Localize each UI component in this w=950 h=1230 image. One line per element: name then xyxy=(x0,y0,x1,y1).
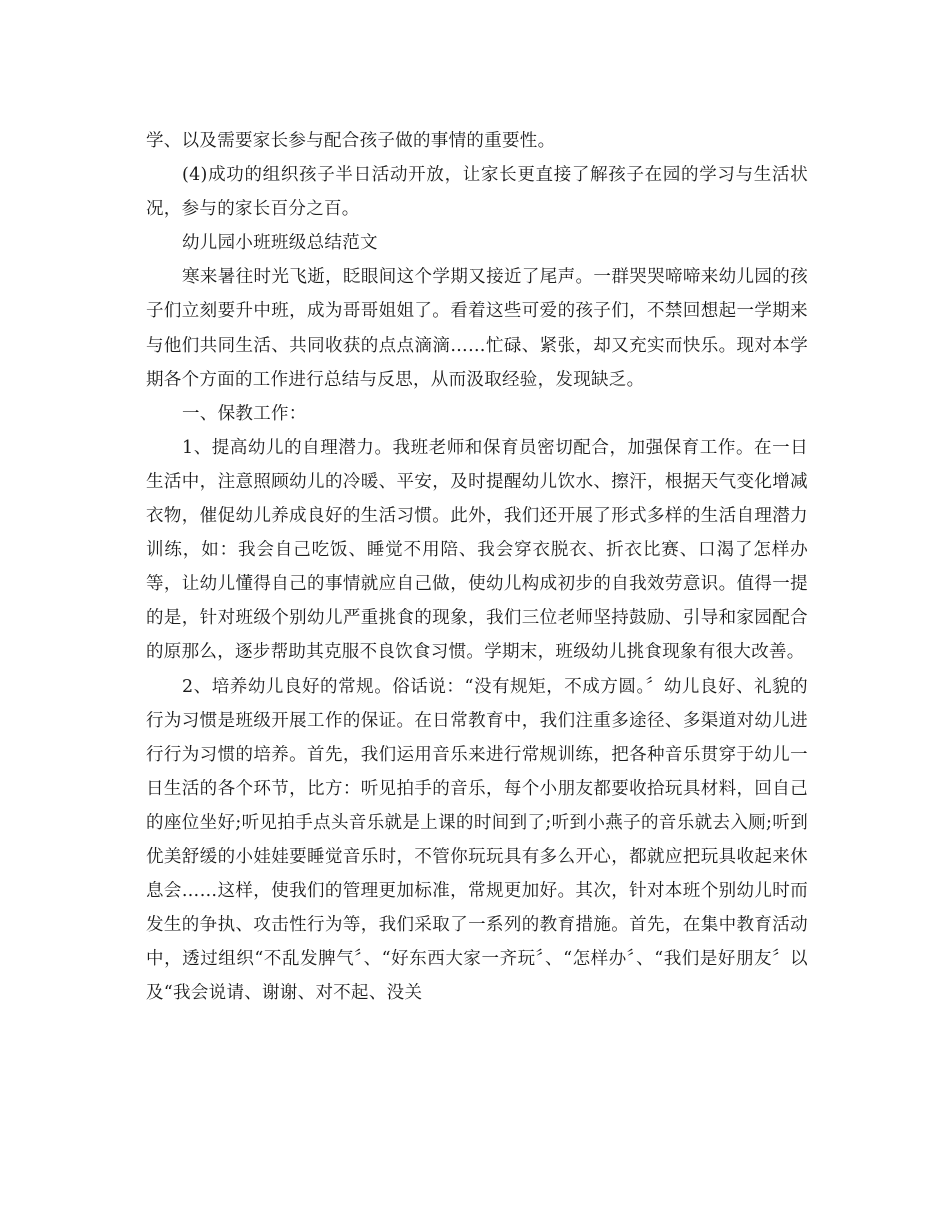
paragraph-routines: 2、培养幼儿良好的常规。俗话说：“没有规矩，不成方圆。〞幼儿良好、礼貌的行为习惯是班级开展工作的保证。在日常教育中，我们注重多途径、多渠道对幼儿进行行为习惯的培养。首先，我们运用音乐来进行常规训练，把各种音乐贯穿于幼儿一日生活的各个环节，比方：听见拍手的音乐，每个小朋友都要收拾玩具材料，回自己的座位坐好;听见拍手点头音乐就是上课的时间到了;听到小燕子的音乐就去入厕;听到优美舒缓的小娃娃要睡觉音乐时，不管你玩玩具有多么开心，都就应把玩具收起来休息会……这样，使我们的管理更加标准，常规更加好。其次，针对本班个别幼儿时而发生的争执、攻击性行为等，我们采取了一系列的教育措施。首先，在集中教育活动中，透过组织“不乱发脾气〞、“好东西大家一齐玩〞、“怎样办〞、“我们是好朋友〞以及“我会说请、谢谢、对不起、没关 xyxy=(146,676,808,1004)
paragraph-self-care: 1、提高幼儿的自理潜力。我班老师和保育员密切配合，加强保育工作。在一日生活中，注意照顾幼儿的冷暖、平安，及时提醒幼儿饮水、擦汗，根据天气变化增减衣物，催促幼儿养成良好的生活习惯。此外，我们还开展了形式多样的生活自理潜力训练，如：我会自己吃饭、睡觉不用陪、我会穿衣脱衣、折衣比赛、口渴了怎样办等，让幼儿懂得自己的事情就应自己做，使幼儿构成初步的自我效劳意识。值得一提的是，针对班级个别幼儿严重挑食的现象，我们三位老师坚持鼓励、引导和家园配合的原那么，逐步帮助其克服不良饮食习惯。学期末，班级幼儿挑食现象有很大改善。 xyxy=(146,437,808,663)
document-body xyxy=(146,124,808,1010)
paragraph-continuation: 学、以及需要家长参与配合孩子做的事情的重要性。 xyxy=(146,131,556,151)
paragraph-intro: 寒来暑往时光飞逝，眨眼间这个学期又接近了尾声。一群哭哭啼啼来幼儿园的孩子们立刻要升中班，成为哥哥姐姐了。看着这些可爱的孩子们，不禁回想起一学期来与他们共同生活、共同收获的点点滴滴……忙碌、紧张，却又充实而快乐。现对本学期各个方面的工作进行总结与反思，从而汲取经验，发现缺乏。 xyxy=(146,267,808,390)
paragraph-open-day: (4)成功的组织孩子半日活动开放，让家长更直接了解孩子在园的学习与生活状况，参与的家长百分之百。 xyxy=(146,165,808,220)
section-heading-care-education: 一、保教工作： xyxy=(182,403,307,424)
section-title: 幼儿园小班班级总结范文 xyxy=(182,233,378,254)
